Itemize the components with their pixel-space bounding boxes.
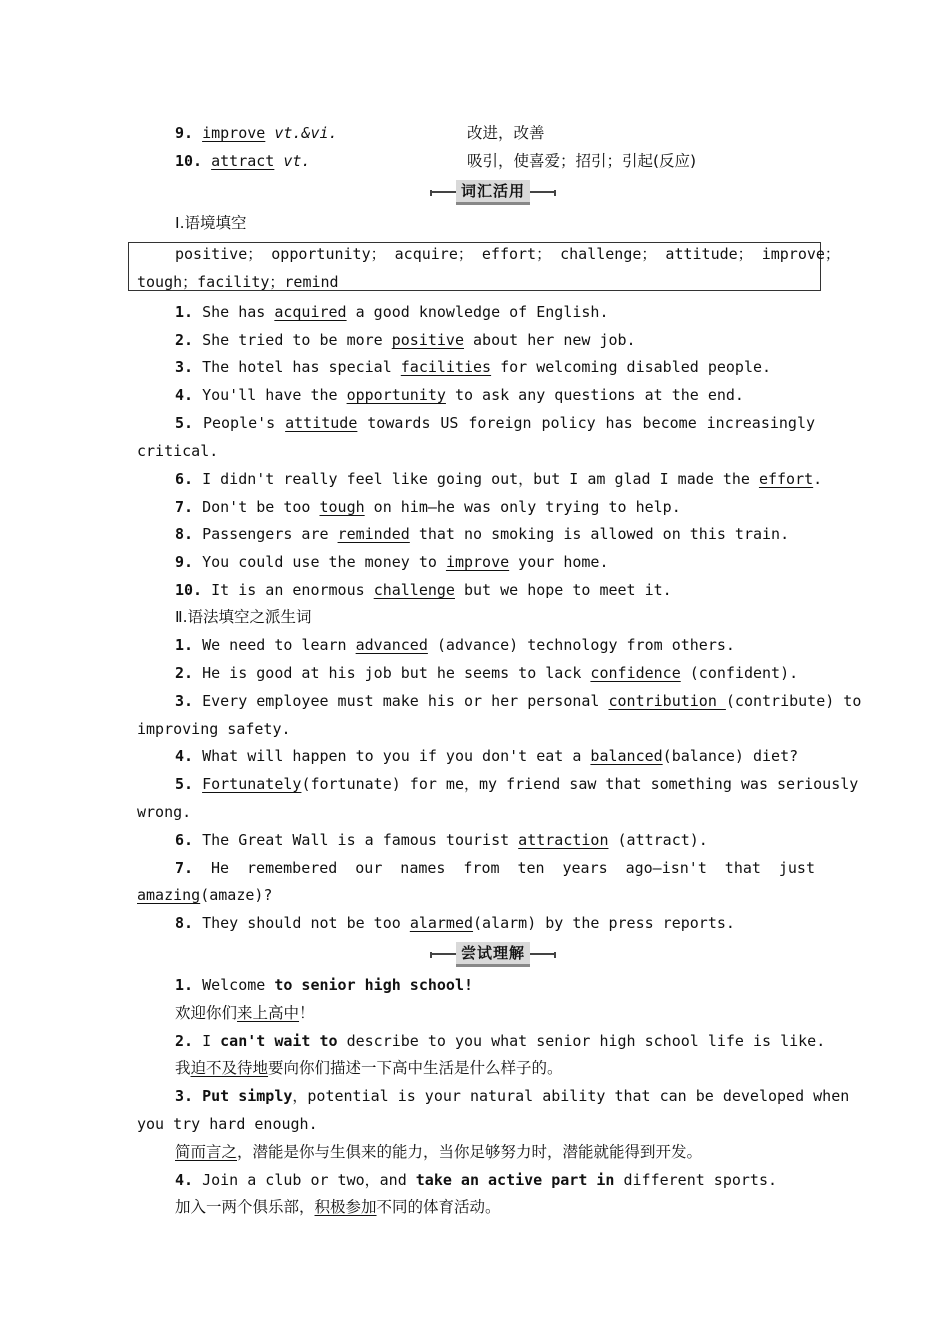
vocab-pos: vt.&vi. [274,124,338,142]
banner-title: 词汇活用 [456,180,530,205]
understand-1-en: 1. Welcome to senior high school! [175,976,474,994]
sentence-5-cont: critical. [137,442,219,460]
derived-3: 3. Every employee must make his or her personal contribution (contribute) to [175,692,862,710]
understand-4-en: 4. Join a club or two，and take an active part in different sports. [175,1171,778,1189]
key-translation: 迫不及待地 [190,1059,269,1077]
word-bank-line-2: tough；facility；remind [137,273,339,291]
key-phrase: can't wait to [220,1032,338,1050]
vocab-word: attract [211,152,275,170]
derived-2: 2. He is good at his job but he seems to lack confidence (confident). [175,664,799,682]
sentence-4: 4. You'll have the opportunity to ask any questions at the end. [175,386,744,404]
answer-blank: facilities [400,358,492,376]
answer-blank: contribution [608,692,726,710]
understand-2-cn: 我迫不及待地要向你们描述一下高中生活是什么样子的。 [175,1059,563,1077]
answer-blank: tough [319,498,365,516]
answer-blank: reminded [337,525,410,543]
answer-blank: effort [758,470,814,488]
understand-1-cn: 欢迎你们来上高中！ [175,1004,315,1022]
section-banner-try-understand [430,942,556,966]
sentence-3: 3. The hotel has special facilities for welcoming disabled people. [175,358,772,376]
vocab-meaning: 改进，改善 [467,124,545,142]
sentence-1: 1. She has acquired a good knowledge of English. [175,303,609,321]
vocab-item-9 [137,123,853,143]
sentence-9: 9. You could use the money to improve your home. [175,553,609,571]
answer-blank: acquired [274,303,347,321]
answer-blank: positive [391,331,464,349]
understand-3-cn: 简而言之，潜能是你与生俱来的能力，当你足够努力时，潜能就能得到开发。 [175,1143,703,1161]
sentence-5: 5. People's attitude towards US foreign policy has become increasingly [175,414,816,432]
answer-blank: opportunity [346,386,446,404]
derived-1: 1. We need to learn advanced (advance) technology from others. [175,636,735,654]
banner-title: 尝试理解 [456,942,530,967]
sentence-8: 8. Passengers are reminded that no smoking is allowed on this train. [175,525,790,543]
vocab-meaning: 吸引，使喜爱；招引；引起(反应) [467,152,697,170]
derived-5: 5. Fortunately(fortunate) for me，my friend saw that something was seriously [175,775,859,793]
derived-7: 7. He remembered our names from ten years ago—isn't that just [175,859,815,877]
answer-blank: balanced [590,747,663,765]
answer-blank: Fortunately [202,775,302,793]
derived-5-cont: wrong. [137,803,192,821]
key-phrase: to senior high school! [274,976,474,994]
sentence-6: 6. I didn't really feel like going out，but I am glad I made the effort. [175,470,823,488]
answer-blank: alarmed [409,914,474,932]
part1-title: Ⅰ.语境填空 [175,214,247,232]
key-translation: 积极参加 [314,1198,377,1216]
derived-6: 6. The Great Wall is a famous tourist attraction (attract). [175,831,708,849]
answer-blank: improve [445,553,510,571]
derived-7-cont: amazing(amaze)? [137,886,273,904]
answer-blank: attraction [518,831,609,849]
section-banner-vocab-use [430,180,556,204]
answer-blank: attitude [285,414,358,432]
part2-title: Ⅱ.语法填空之派生词 [175,608,312,626]
sentence-10: 10. It is an enormous challenge but we hope to meet it. [175,581,672,599]
word-bank-line-1: positive； opportunity； acquire； effort； challenge； attitude； improve； [175,245,840,263]
key-translation: 简而言之 [175,1143,238,1161]
answer-blank: confidence [590,664,681,682]
understand-2-en: 2. I can't wait to describe to you what senior high school life is like. [175,1032,826,1050]
sentence-7: 7. Don't be too tough on him—he was only trying to help. [175,498,681,516]
answer-blank: challenge [373,581,455,599]
vocab-word: improve [202,124,266,142]
derived-4: 4. What will happen to you if you don't eat a balanced(balance) diet? [175,747,799,765]
vocab-num: 9. [175,124,194,142]
answer-blank: advanced [355,636,428,654]
vocab-item-10 [137,151,853,171]
derived-8: 8. They should not be too alarmed(alarm) by the press reports. [175,914,735,932]
key-phrase: take an active part in [415,1171,615,1189]
understand-3-en-cont: you try hard enough. [137,1115,318,1133]
understand-4-cn: 加入一两个俱乐部，积极参加不同的体育活动。 [175,1198,501,1216]
vocab-pos: vt. [283,152,311,170]
key-phrase: Put simply [202,1087,293,1105]
answer-blank: amazing [137,886,201,904]
sentence-2: 2. She tried to be more positive about her new job. [175,331,636,349]
key-translation: 来上高中 [237,1004,300,1022]
vocab-num: 10. [175,152,203,170]
derived-3-cont: improving safety. [137,720,291,738]
understand-3-en: 3. Put simply，potential is your natural ability that can be developed when [175,1087,850,1105]
